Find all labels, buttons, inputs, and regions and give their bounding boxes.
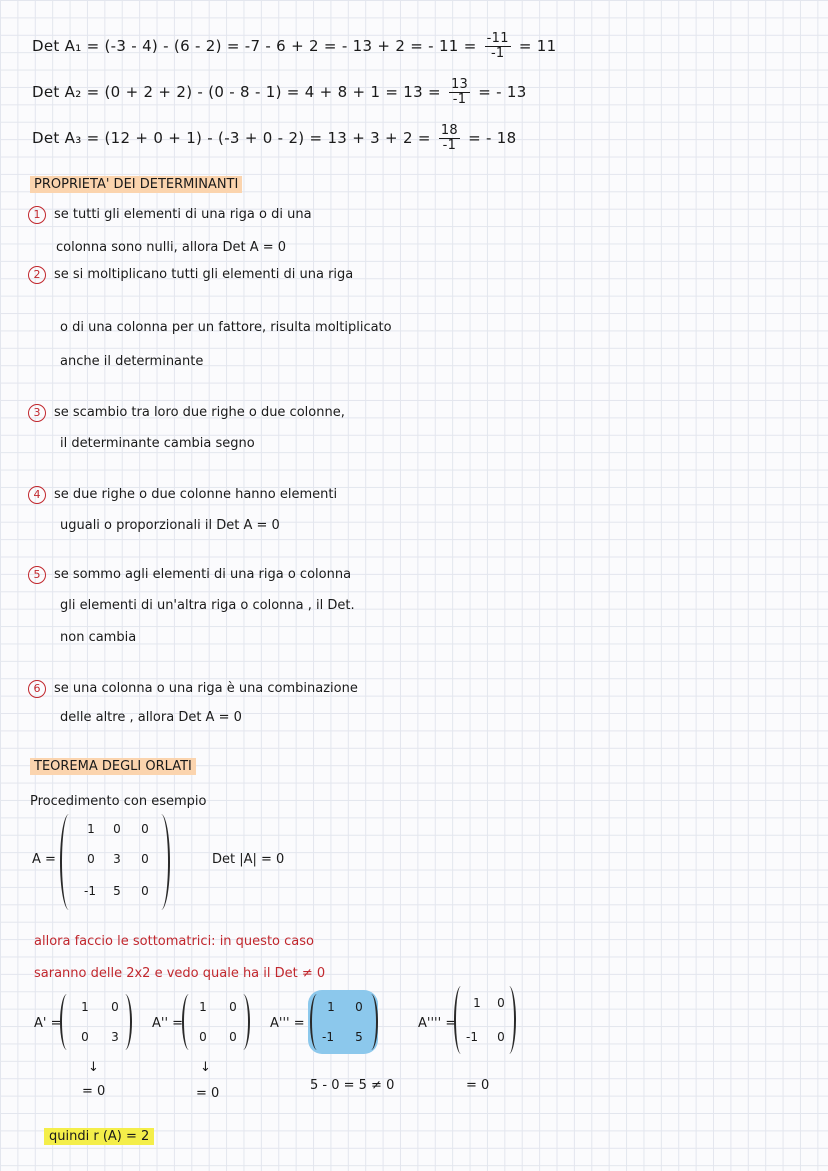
conclusion: quindi r (A) = 2 xyxy=(44,1128,154,1145)
property-item xyxy=(28,266,353,284)
equation-det-a3 xyxy=(32,124,516,153)
submatrix-result: = 0 xyxy=(82,1084,106,1099)
matrix-cell: 0 xyxy=(229,1000,237,1014)
matrix-right-paren xyxy=(152,814,170,910)
matrix-cell: 1 xyxy=(81,1000,89,1014)
property-line: delle altre , allora Det A = 0 xyxy=(60,710,242,725)
fraction-denominator: -1 xyxy=(452,92,467,107)
matrix-cell: 0 xyxy=(355,1000,363,1014)
equation-result: = 11 xyxy=(518,37,557,55)
equation-det-a2 xyxy=(32,78,527,107)
matrix-cell: 0 xyxy=(141,852,149,866)
matrix-cell: 0 xyxy=(111,1000,119,1014)
theorem-title: TEOREMA DEGLI ORLATI xyxy=(30,758,196,775)
matrix-cell: 0 xyxy=(497,996,505,1010)
matrix-cell: 1 xyxy=(199,1000,207,1014)
property-line: se una colonna o una riga è una combinazione xyxy=(54,681,358,696)
note-line: allora faccio le sottomatrici: in questo caso xyxy=(34,934,314,949)
submatrix-result: = 0 xyxy=(466,1078,490,1093)
property-line: se due righe o due colonne hanno elementi xyxy=(54,487,338,502)
equation-fraction xyxy=(485,32,511,61)
matrix-cell: 0 xyxy=(81,1030,89,1044)
equation-det-a1 xyxy=(32,32,557,61)
equation-lhs: Det A₂ = xyxy=(32,83,105,101)
matrix-cell: 0 xyxy=(497,1030,505,1044)
property-number-circle: 1 xyxy=(28,206,46,224)
matrix-cell: 1 xyxy=(87,822,95,836)
equation-fraction xyxy=(449,78,470,107)
equation-expression: (-3 - 4) - (6 - 2) = -7 - 6 + 2 = - 13 + 2 = - 11 = xyxy=(104,37,482,55)
submatrix-result: = 0 xyxy=(196,1086,220,1101)
matrix-cell: 5 xyxy=(113,884,121,898)
matrix-cell: 0 xyxy=(141,884,149,898)
fraction-denominator: -1 xyxy=(490,46,505,61)
matrix-cell: 0 xyxy=(141,822,149,836)
matrix-label: A = xyxy=(32,852,56,867)
property-item xyxy=(28,404,345,422)
submatrix-label: A'''' = xyxy=(418,1016,457,1031)
equation-lhs: Det A₃ = xyxy=(32,129,105,147)
equation-lhs: Det A₁ = xyxy=(32,37,105,55)
matrix-cell: -1 xyxy=(84,884,96,898)
property-line: se scambio tra loro due righe o due colonne, xyxy=(54,405,345,420)
property-line: anche il determinante xyxy=(60,354,204,369)
property-number-circle: 4 xyxy=(28,486,46,504)
note-line: saranno delle 2x2 e vedo quale ha il Det ≠ 0 xyxy=(34,966,326,981)
matrix-cell: 0 xyxy=(87,852,95,866)
down-arrow-icon: ↓ xyxy=(200,1060,211,1075)
property-item xyxy=(28,206,312,224)
matrix-cell: 1 xyxy=(473,996,481,1010)
matrix-cell: 0 xyxy=(199,1030,207,1044)
property-number-circle: 6 xyxy=(28,680,46,698)
property-line: gli elementi di un'altra riga o colonna , il Det. xyxy=(60,598,355,613)
property-line: colonna sono nulli, allora Det A = 0 xyxy=(56,240,287,255)
equation-fraction xyxy=(439,124,460,153)
determinant-result: Det |A| = 0 xyxy=(212,852,285,867)
property-number-circle: 3 xyxy=(28,404,46,422)
submatrix-left-paren xyxy=(182,994,196,1050)
matrix-cell: 0 xyxy=(113,822,121,836)
fraction-numerator: 18 xyxy=(440,123,458,138)
matrix-cell: 3 xyxy=(111,1030,119,1044)
submatrix-label: A' = xyxy=(34,1016,62,1031)
submatrix-left-paren xyxy=(60,994,74,1050)
fraction-numerator: -11 xyxy=(486,31,509,46)
property-item xyxy=(28,680,358,698)
property-line: il determinante cambia segno xyxy=(60,436,255,451)
property-item xyxy=(28,486,337,504)
submatrix-label: A''' = xyxy=(270,1016,305,1031)
matrix-cell: -1 xyxy=(322,1030,334,1044)
submatrix-label: A'' = xyxy=(152,1016,184,1031)
property-number-circle: 2 xyxy=(28,266,46,284)
matrix-cell: 1 xyxy=(327,1000,335,1014)
fraction-numerator: 13 xyxy=(450,77,469,92)
matrix-cell: -1 xyxy=(466,1030,478,1044)
property-item xyxy=(28,566,351,584)
procedure-label: Procedimento con esempio xyxy=(30,794,207,809)
submatrix-right-paren xyxy=(364,994,378,1050)
down-arrow-icon: ↓ xyxy=(88,1060,99,1075)
matrix-cell: 3 xyxy=(113,852,121,866)
property-line: se tutti gli elementi di una riga o di una xyxy=(54,207,312,222)
properties-title: PROPRIETA' DEI DETERMINANTI xyxy=(30,176,242,193)
matrix-left-paren xyxy=(60,814,78,910)
property-number-circle: 5 xyxy=(28,566,46,584)
property-line: uguali o proporzionali il Det A = 0 xyxy=(60,518,280,533)
property-line: non cambia xyxy=(60,630,137,645)
equation-result: = - 13 xyxy=(478,83,527,101)
property-line: o di una colonna per un fattore, risulta moltiplicato xyxy=(60,320,392,335)
property-line: se si moltiplicano tutti gli elementi di una riga xyxy=(54,267,354,282)
fraction-denominator: -1 xyxy=(442,138,457,153)
equation-expression: (0 + 2 + 2) - (0 - 8 - 1) = 4 + 8 + 1 = 13 = xyxy=(104,83,446,101)
equation-expression: (12 + 0 + 1) - (-3 + 0 - 2) = 13 + 3 + 2 = xyxy=(104,129,436,147)
matrix-cell: 0 xyxy=(229,1030,237,1044)
property-line: se sommo agli elementi di una riga o colonna xyxy=(54,567,352,582)
matrix-cell: 5 xyxy=(355,1030,363,1044)
equation-result: = - 18 xyxy=(468,129,517,147)
submatrix-result: 5 - 0 = 5 ≠ 0 xyxy=(310,1078,395,1093)
